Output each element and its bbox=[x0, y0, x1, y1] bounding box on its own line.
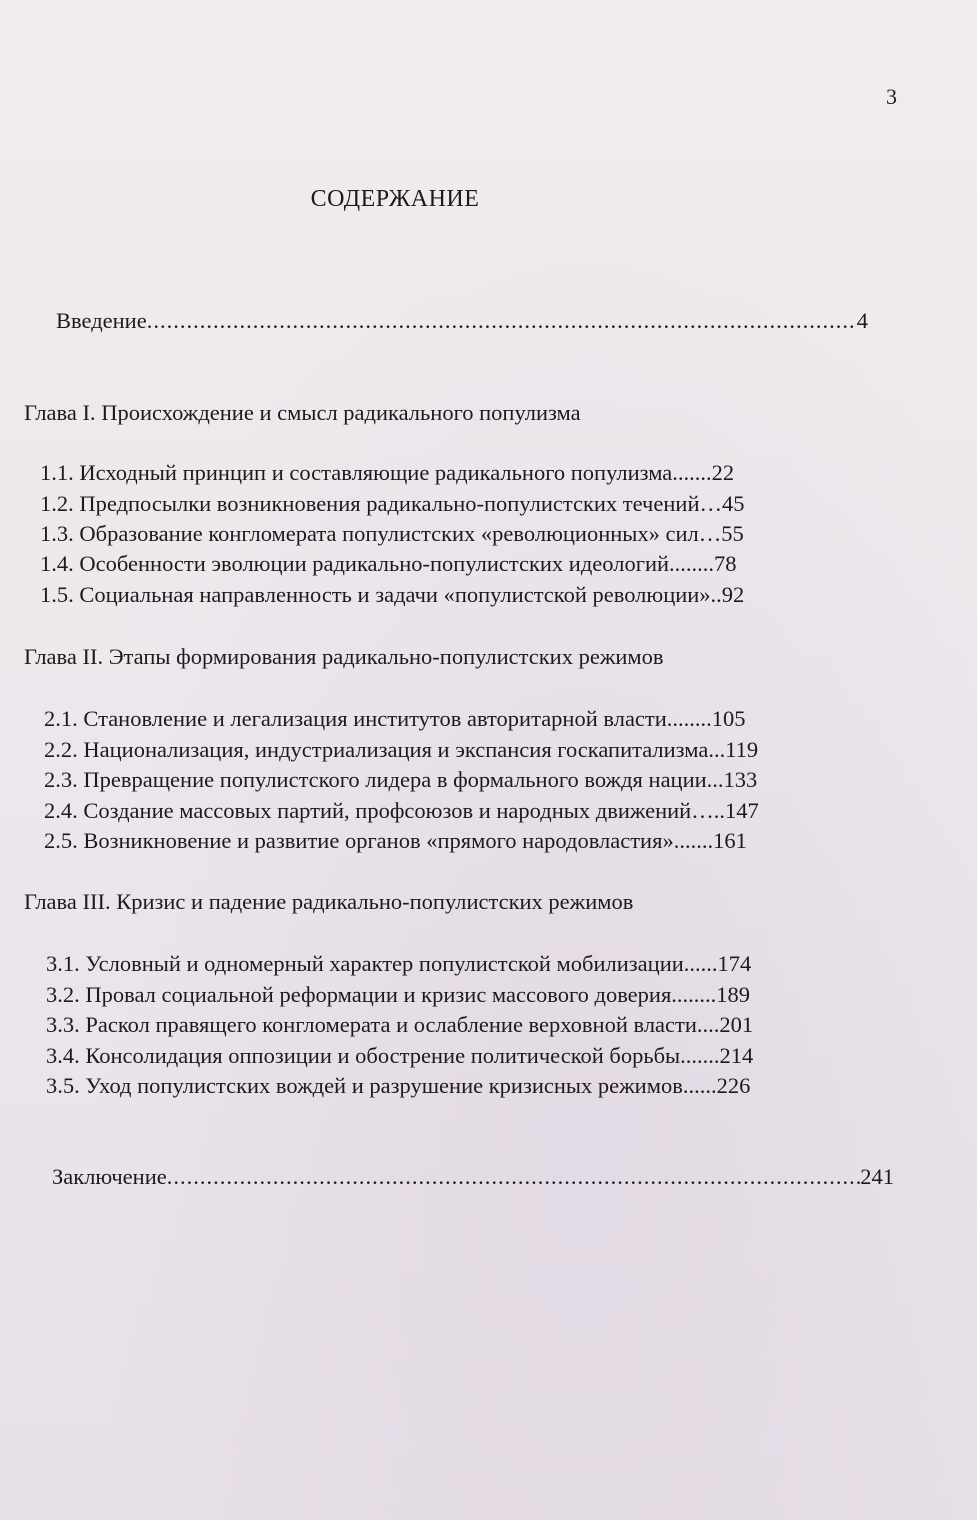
toc-entry: 1.1. Исходный принцип и составляющие радикального популизма.......22 bbox=[40, 460, 735, 485]
toc-entry: 1.3. Образование конгломерата популистских «революционных» сил…55 bbox=[40, 521, 744, 546]
toc-entry: 1.4. Особенности эволюции радикально-популистских идеологий........78 bbox=[40, 551, 737, 576]
toc-title: СОДЕРЖАНИЕ bbox=[310, 186, 480, 212]
toc-entry-label: Заключение bbox=[52, 1164, 167, 1189]
toc-entry-intro bbox=[56, 306, 868, 336]
toc-entry-label: Введение bbox=[56, 308, 147, 333]
toc-entry: 2.2. Национализация, индустриализация и экспансия госкапитализма...119 bbox=[44, 737, 759, 762]
chapter-heading: Глава I. Происхождение и смысл радикального популизма bbox=[24, 400, 581, 425]
toc-entry-conclusion bbox=[52, 1162, 894, 1192]
toc-entry: 2.3. Превращение популистского лидера в формального вождя нации...133 bbox=[44, 767, 758, 792]
dot-leader bbox=[147, 306, 857, 336]
chapter-heading: Глава III. Кризис и падение радикально-популистских режимов bbox=[24, 889, 634, 914]
toc-entry: 3.1. Условный и одномерный характер популистской мобилизации......174 bbox=[46, 951, 752, 976]
toc-entry: 3.2. Провал социальной реформации и кризис массового доверия........189 bbox=[46, 982, 751, 1007]
toc-entry: 2.4. Создание массовых партий, профсоюзов и народных движений…..147 bbox=[44, 798, 759, 823]
page-number: 3 bbox=[886, 84, 897, 109]
toc-entry: 3.3. Раскол правящего конгломерата и ослабление верховной власти....201 bbox=[46, 1012, 754, 1037]
toc-entry-page: 241 bbox=[860, 1164, 894, 1189]
chapter-heading: Глава II. Этапы формирования радикально-популистских режимов bbox=[24, 644, 664, 669]
toc-entry: 1.2. Предпосылки возникновения радикально-популистских течений…45 bbox=[40, 491, 745, 516]
toc-entry: 3.5. Уход популистских вождей и разрушение кризисных режимов......226 bbox=[46, 1073, 751, 1098]
toc-entry: 3.4. Консолидация оппозиции и обострение политической борьбы.......214 bbox=[46, 1043, 754, 1068]
toc-entry: 1.5. Социальная направленность и задачи «популистской революции»..92 bbox=[40, 582, 745, 607]
toc-entry: 2.1. Становление и легализация институтов авторитарной власти........105 bbox=[44, 706, 746, 731]
toc-entry-page: 4 bbox=[856, 308, 868, 333]
dot-leader bbox=[167, 1162, 861, 1192]
toc-entry: 2.5. Возникновение и развитие органов «прямого народовластия».......161 bbox=[44, 828, 747, 853]
